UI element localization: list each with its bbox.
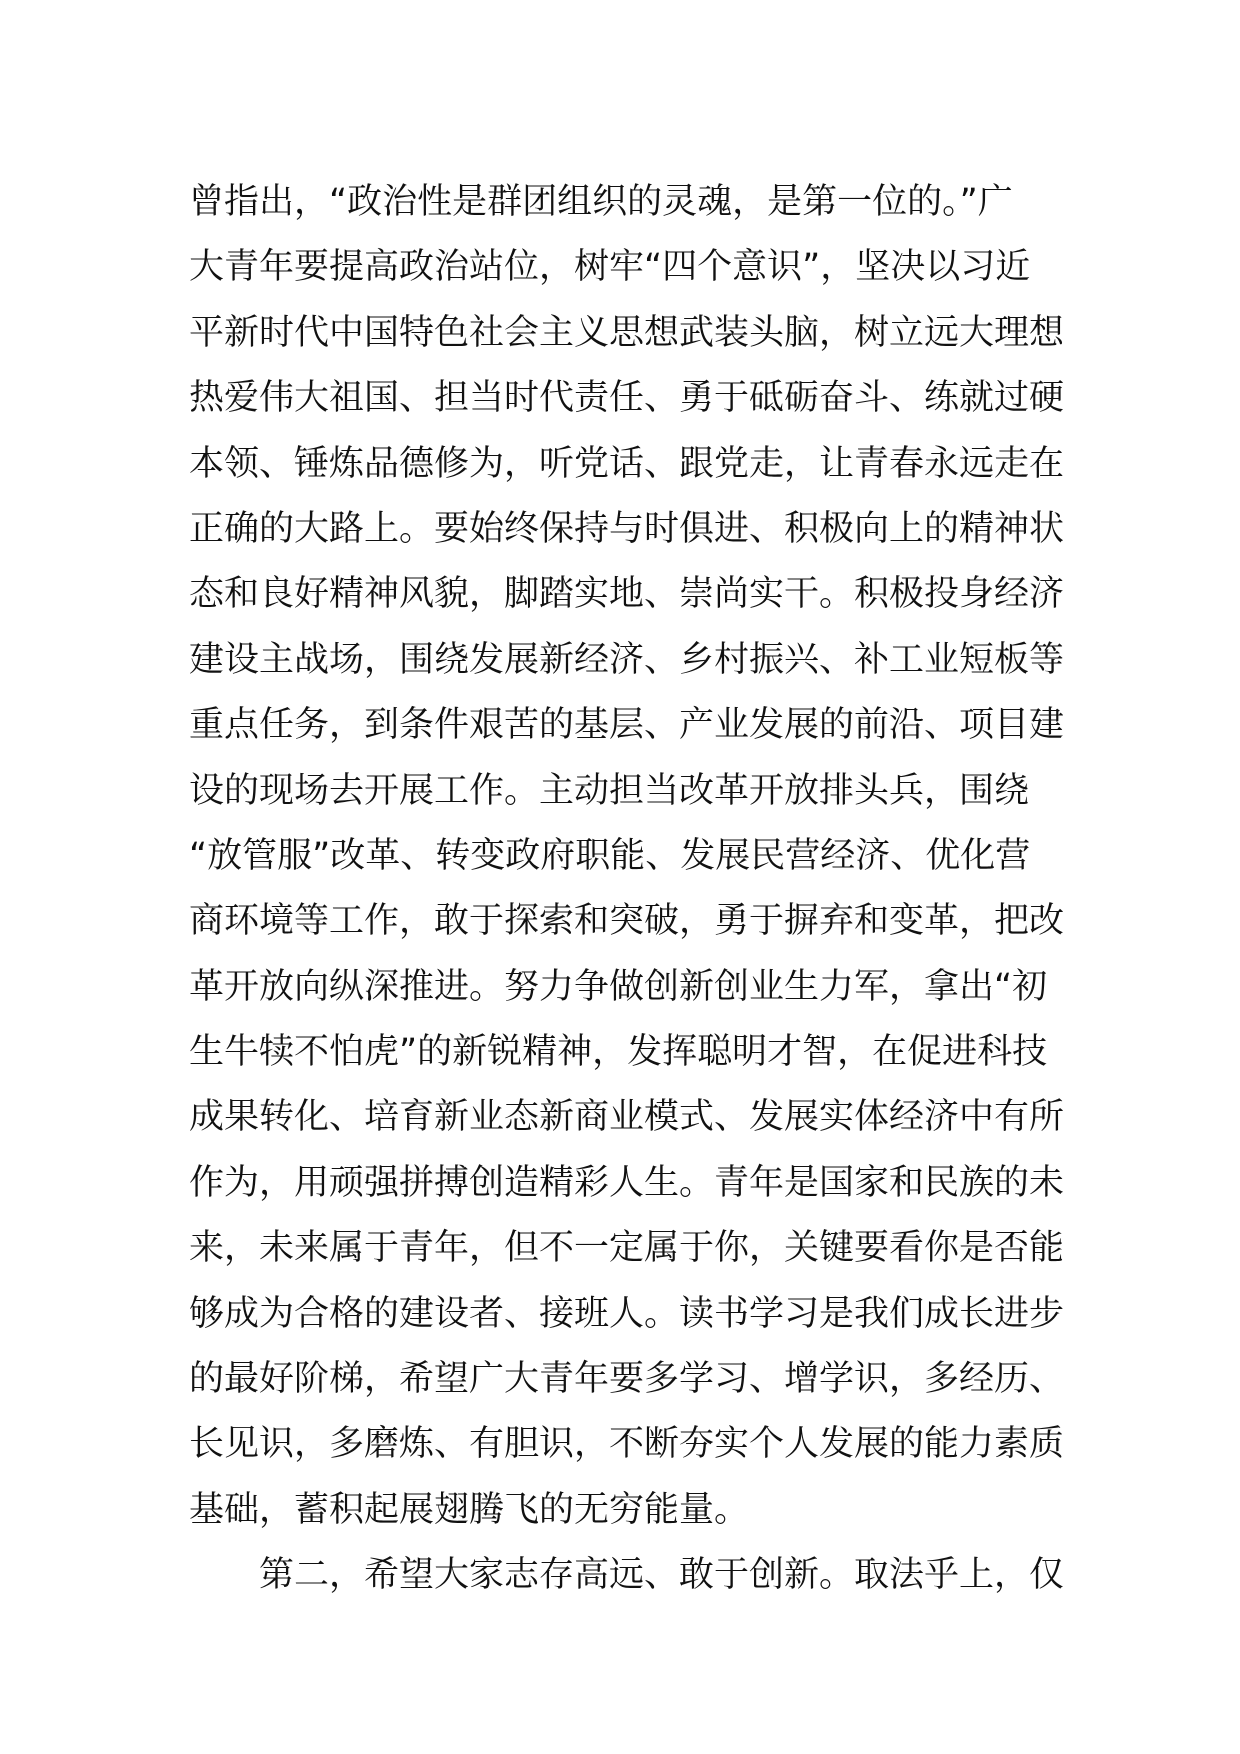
text-line: 革开放向纵深推进。努力争做创新创业生力军，拿出“初	[189, 966, 1048, 1007]
text-line: 来，未来属于青年，但不一定属于你，关键要看你是否能	[189, 1228, 1065, 1269]
text-line: 正确的大路上。要始终保持与时俱进、积极向上的精神状	[189, 508, 1065, 549]
paragraph-start-line: 第二，希望大家志存高远、敢于创新。取法乎上，仅	[259, 1555, 1065, 1596]
text-line: 够成为合格的建设者、接班人。读书学习是我们成长进步	[189, 1293, 1065, 1334]
text-line: 本领、锤炼品德修为，听党话、跟党走，让青春永远走在	[189, 443, 1065, 484]
text-line: 长见识，多磨炼、有胆识，不断夯实个人发展的能力素质	[189, 1424, 1065, 1465]
text-line: 曾指出，“政治性是群团组织的灵魂，是第一位的。”广	[189, 182, 1013, 222]
text-line: 重点任务，到条件艰苦的基层、产业发展的前沿、项目建	[189, 705, 1065, 746]
text-line: 平新时代中国特色社会主义思想武装头脑，树立远大理想	[189, 312, 1065, 353]
text-line: 态和良好精神风貌，脚踏实地、崇尚实干。积极投身经济	[189, 574, 1065, 615]
body-text	[189, 170, 1065, 1609]
text-line: “放管服”改革、转变政府职能、发展民营经济、优化营	[189, 835, 1031, 876]
text-line: 商环境等工作，敢于探索和突破，勇于摒弃和变革，把改	[189, 901, 1065, 942]
text-line: 设的现场去开展工作。主动担当改革开放排头兵，围绕	[189, 770, 1030, 811]
text-line: 生牛犊不怕虎”的新锐精神，发挥聪明才智，在促进科技	[189, 1032, 1048, 1073]
text-line: 的最好阶梯，希望广大青年要多学习、增学识，多经历、	[189, 1359, 1065, 1400]
text-line: 成果转化、培育新业态新商业模式、发展实体经济中有所	[189, 1097, 1065, 1138]
text-line: 大青年要提高政治站位，树牢“四个意识”，坚决以习近	[189, 247, 1031, 288]
text-line: 作为，用顽强拼搏创造精彩人生。青年是国家和民族的未	[189, 1162, 1065, 1203]
text-line: 热爱伟大祖国、担当时代责任、勇于砥砺奋斗、练就过硬	[189, 378, 1065, 419]
text-line: 基础，蓄积起展翅腾飞的无穷能量。	[189, 1489, 750, 1530]
text-line: 建设主战场，围绕发展新经济、乡村振兴、补工业短板等	[189, 639, 1065, 680]
